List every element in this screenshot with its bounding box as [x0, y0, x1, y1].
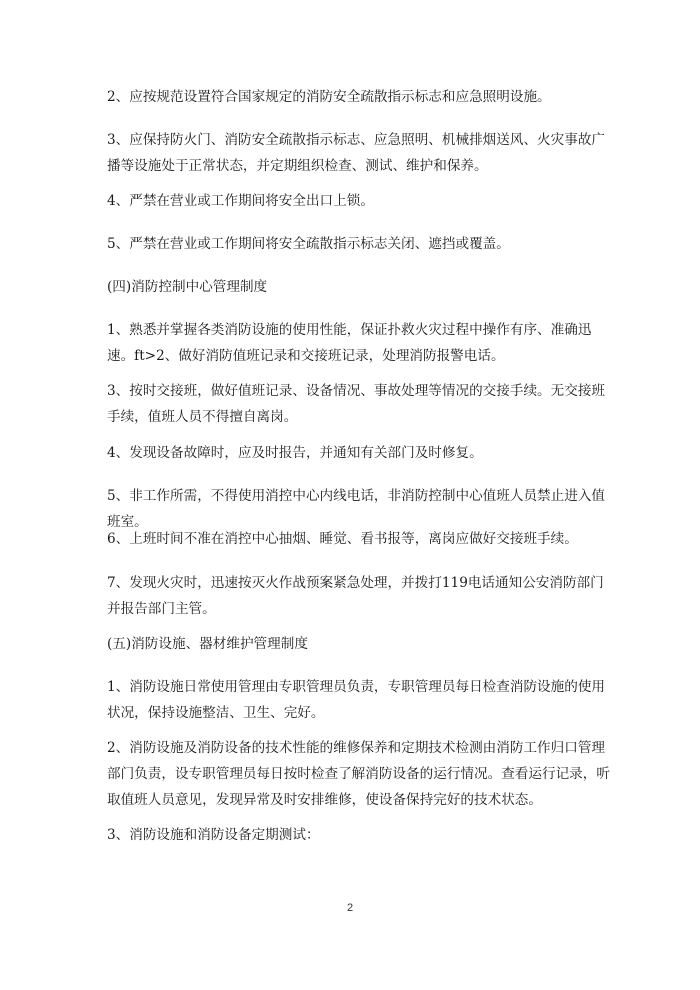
paragraph: 3、按时交接班，做好值班记录、设备情况、事故处理等情况的交接手续。无交接班手续，值班人员不得擅自离岗。	[107, 383, 606, 425]
section-heading: (五)消防设施、器材维护管理制度	[107, 636, 308, 652]
paragraph: 1、熟悉并掌握各类消防设施的使用性能，保证扑救火灾过程中操作有序、准确迅速。ft>2、做好消防值班记录和交接班记录，处理消防报警电话。	[107, 322, 592, 364]
paragraph: 4、严禁在营业或工作期间将安全出口上锁。	[107, 193, 374, 209]
paragraph: 5、非工作所需，不得使用消控中心内线电话，非消防控制中心值班人员禁止进入值班室。	[107, 488, 606, 530]
page-number: 2	[346, 902, 354, 914]
paragraph: 3、消防设施和消防设备定期测试：	[107, 827, 320, 843]
paragraph: 2、消防设施及消防设备的技术性能的维修保养和定期技术检测由消防工作归口管理部门负责，设专职管理员每日按时检查了解消防设备的运行情况。查看运行记录，听取值班人员意见，发现异常及时安排维修，使设备保持完好的技术状态。	[107, 740, 610, 808]
paragraph: 2、应按规范设置符合国家规定的消防安全疏散指示标志和应急照明设施。	[107, 89, 551, 105]
paragraph: 7、发现火灾时，迅速按灭火作战预案紧急处理，并拨打119电话通知公安消防部门并报告部门主管。	[107, 575, 604, 617]
paragraph: 5、严禁在营业或工作期间将安全疏散指示标志关闭、遮挡或覆盖。	[107, 236, 510, 252]
paragraph: 4、发现设备故障时，应及时报告，并通知有关部门及时修复。	[107, 445, 483, 461]
paragraph: 3、应保持防火门、消防安全疏散指示标志、应急照明、机械排烟送风、火灾事故广播等设施处于正常状态，并定期组织检查、测试、维护和保养。	[107, 132, 606, 174]
paragraph: 6、上班时间不准在消控中心抽烟、睡觉、看书报等，离岗应做好交接班手续。	[107, 531, 578, 547]
section-heading: (四)消防控制中心管理制度	[107, 279, 268, 295]
paragraph: 1、消防设施日常使用管理由专职管理员负责，专职管理员每日检查消防设施的使用状况，保持设施整洁、卫生、完好。	[107, 679, 606, 721]
